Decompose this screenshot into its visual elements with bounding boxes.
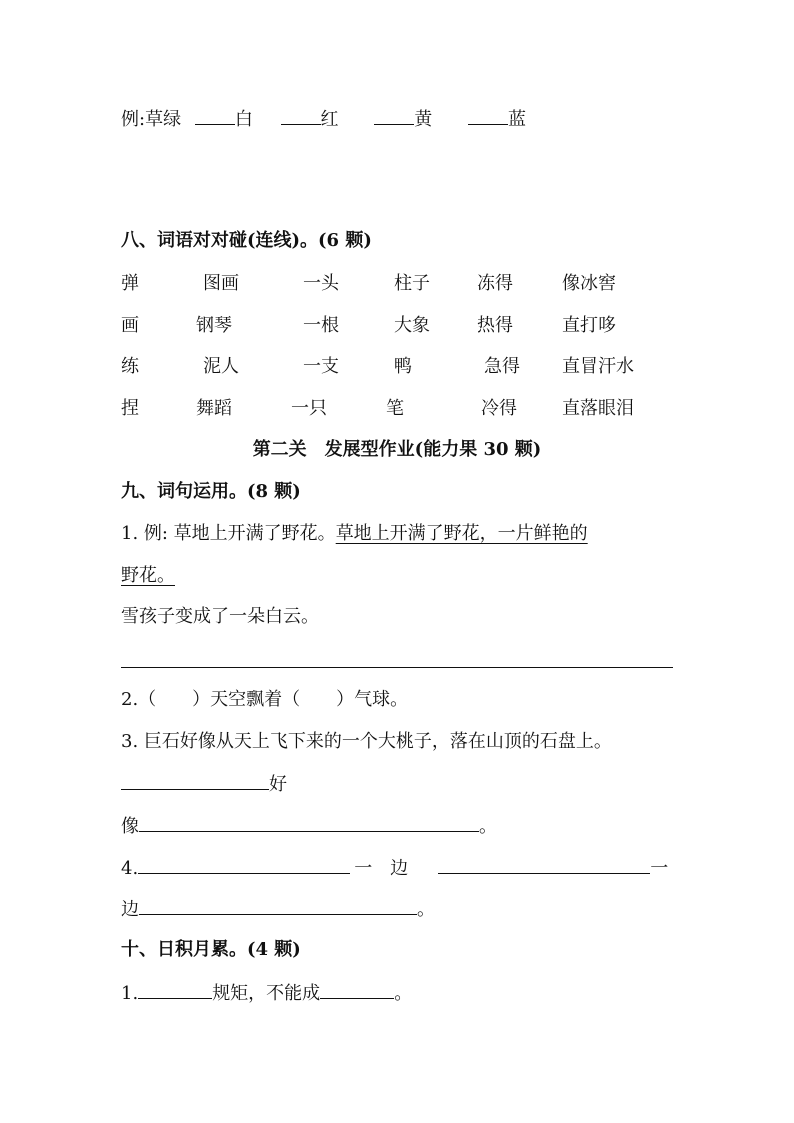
- match-word: 一只: [291, 398, 327, 419]
- color-blank-3[interactable]: [374, 106, 414, 125]
- color-word-4: 蓝: [508, 109, 527, 130]
- color-word-2: 红: [320, 109, 339, 130]
- match-word: 舞蹈: [196, 398, 232, 419]
- q3-period: 。: [479, 816, 497, 837]
- q4-line-2: [121, 896, 435, 922]
- match-word: 大象: [394, 315, 430, 336]
- q4-yi: 一: [650, 858, 669, 879]
- match-word: 一根: [303, 315, 339, 336]
- section10-title: 十、日积月累。(4 颗): [121, 939, 301, 960]
- q1-example-answer-2: 野花。: [121, 565, 175, 586]
- q3-line: 3. 巨石好像从天上飞下来的一个大桃子，落在山顶的石盘上。: [121, 731, 612, 752]
- match-word: 练: [121, 356, 139, 377]
- q1-example-line: [121, 522, 588, 546]
- color-word-1: 白: [234, 109, 253, 130]
- match-word: 弹: [121, 273, 139, 294]
- match-word: 图画: [203, 273, 239, 294]
- q4-blank-1[interactable]: [138, 855, 350, 874]
- match-word: 泥人: [203, 356, 239, 377]
- s10-q1-number: 1.: [121, 983, 139, 1004]
- q3-blank-2[interactable]: [139, 813, 479, 832]
- matching-row-1: [0, 272, 794, 296]
- q3-answer-line-2: [121, 813, 497, 839]
- match-word: 一支: [303, 356, 339, 377]
- example-color-line: [121, 106, 526, 132]
- color-blank-4[interactable]: [468, 106, 508, 125]
- match-word: 钢琴: [196, 315, 232, 336]
- match-word: 画: [121, 315, 139, 336]
- match-word: 直冒汗水: [562, 356, 634, 377]
- q2-line: 2.（ ）天空飘着（ ）气球。: [121, 689, 409, 710]
- match-word: 像冰窖: [562, 273, 616, 294]
- s10-q1-end: 。: [394, 983, 413, 1004]
- section9-title: 九、词句运用。(8 颗): [121, 481, 301, 502]
- q1-prefix: 1. 例: 草地上开满了野花。: [121, 523, 336, 544]
- match-word: 冻得: [477, 273, 513, 294]
- section8-title: 八、词语对对碰(连线)。(6 颗): [121, 230, 372, 251]
- match-word: 直打哆: [562, 315, 616, 336]
- match-word: 笔: [386, 398, 404, 419]
- match-word: 捏: [121, 398, 139, 419]
- q3-blank-1[interactable]: [121, 771, 269, 790]
- match-word: 鸭: [394, 356, 412, 377]
- level2-title: 第二关 发展型作业(能力果 30 颗): [252, 439, 542, 460]
- s10-q1-blank-2[interactable]: [320, 980, 394, 999]
- match-word: 急得: [484, 356, 520, 377]
- q4-bian: 边: [121, 899, 139, 920]
- q3-hao: 好: [269, 774, 287, 795]
- q4-line-1: [121, 855, 668, 881]
- s10-q1-line: [121, 980, 412, 1006]
- q1-answer-line[interactable]: [121, 667, 673, 668]
- match-word: 柱子: [394, 273, 430, 294]
- s10-q1-blank-1[interactable]: [138, 980, 212, 999]
- q4-blank-2[interactable]: [438, 855, 650, 874]
- q1-task: 雪孩子变成了一朵白云。: [121, 606, 319, 627]
- q4-period: 。: [417, 899, 435, 920]
- color-blank-1[interactable]: [195, 106, 235, 125]
- q4-blank-3[interactable]: [139, 896, 417, 915]
- example-prefix: 例:草绿: [121, 109, 182, 130]
- match-word: 直落眼泪: [562, 398, 634, 419]
- match-word: 一头: [303, 273, 339, 294]
- matching-row-3: [0, 355, 794, 379]
- match-word: 热得: [477, 315, 513, 336]
- matching-row-2: [0, 314, 794, 338]
- q1-example-line-2: [121, 564, 175, 588]
- color-blank-2[interactable]: [281, 106, 321, 125]
- match-word: 冷得: [481, 398, 517, 419]
- q1-example-answer-1: 草地上开满了野花，一片鲜艳的: [335, 523, 588, 544]
- matching-row-4: [0, 397, 794, 421]
- q3-answer-line-1: [121, 771, 287, 797]
- q3-xiang: 像: [121, 816, 139, 837]
- color-word-3: 黄: [414, 109, 433, 130]
- s10-q1-mid: 规矩，不能成: [212, 983, 321, 1004]
- q4-yibian: 一 边: [354, 858, 409, 879]
- q4-number: 4.: [121, 858, 139, 879]
